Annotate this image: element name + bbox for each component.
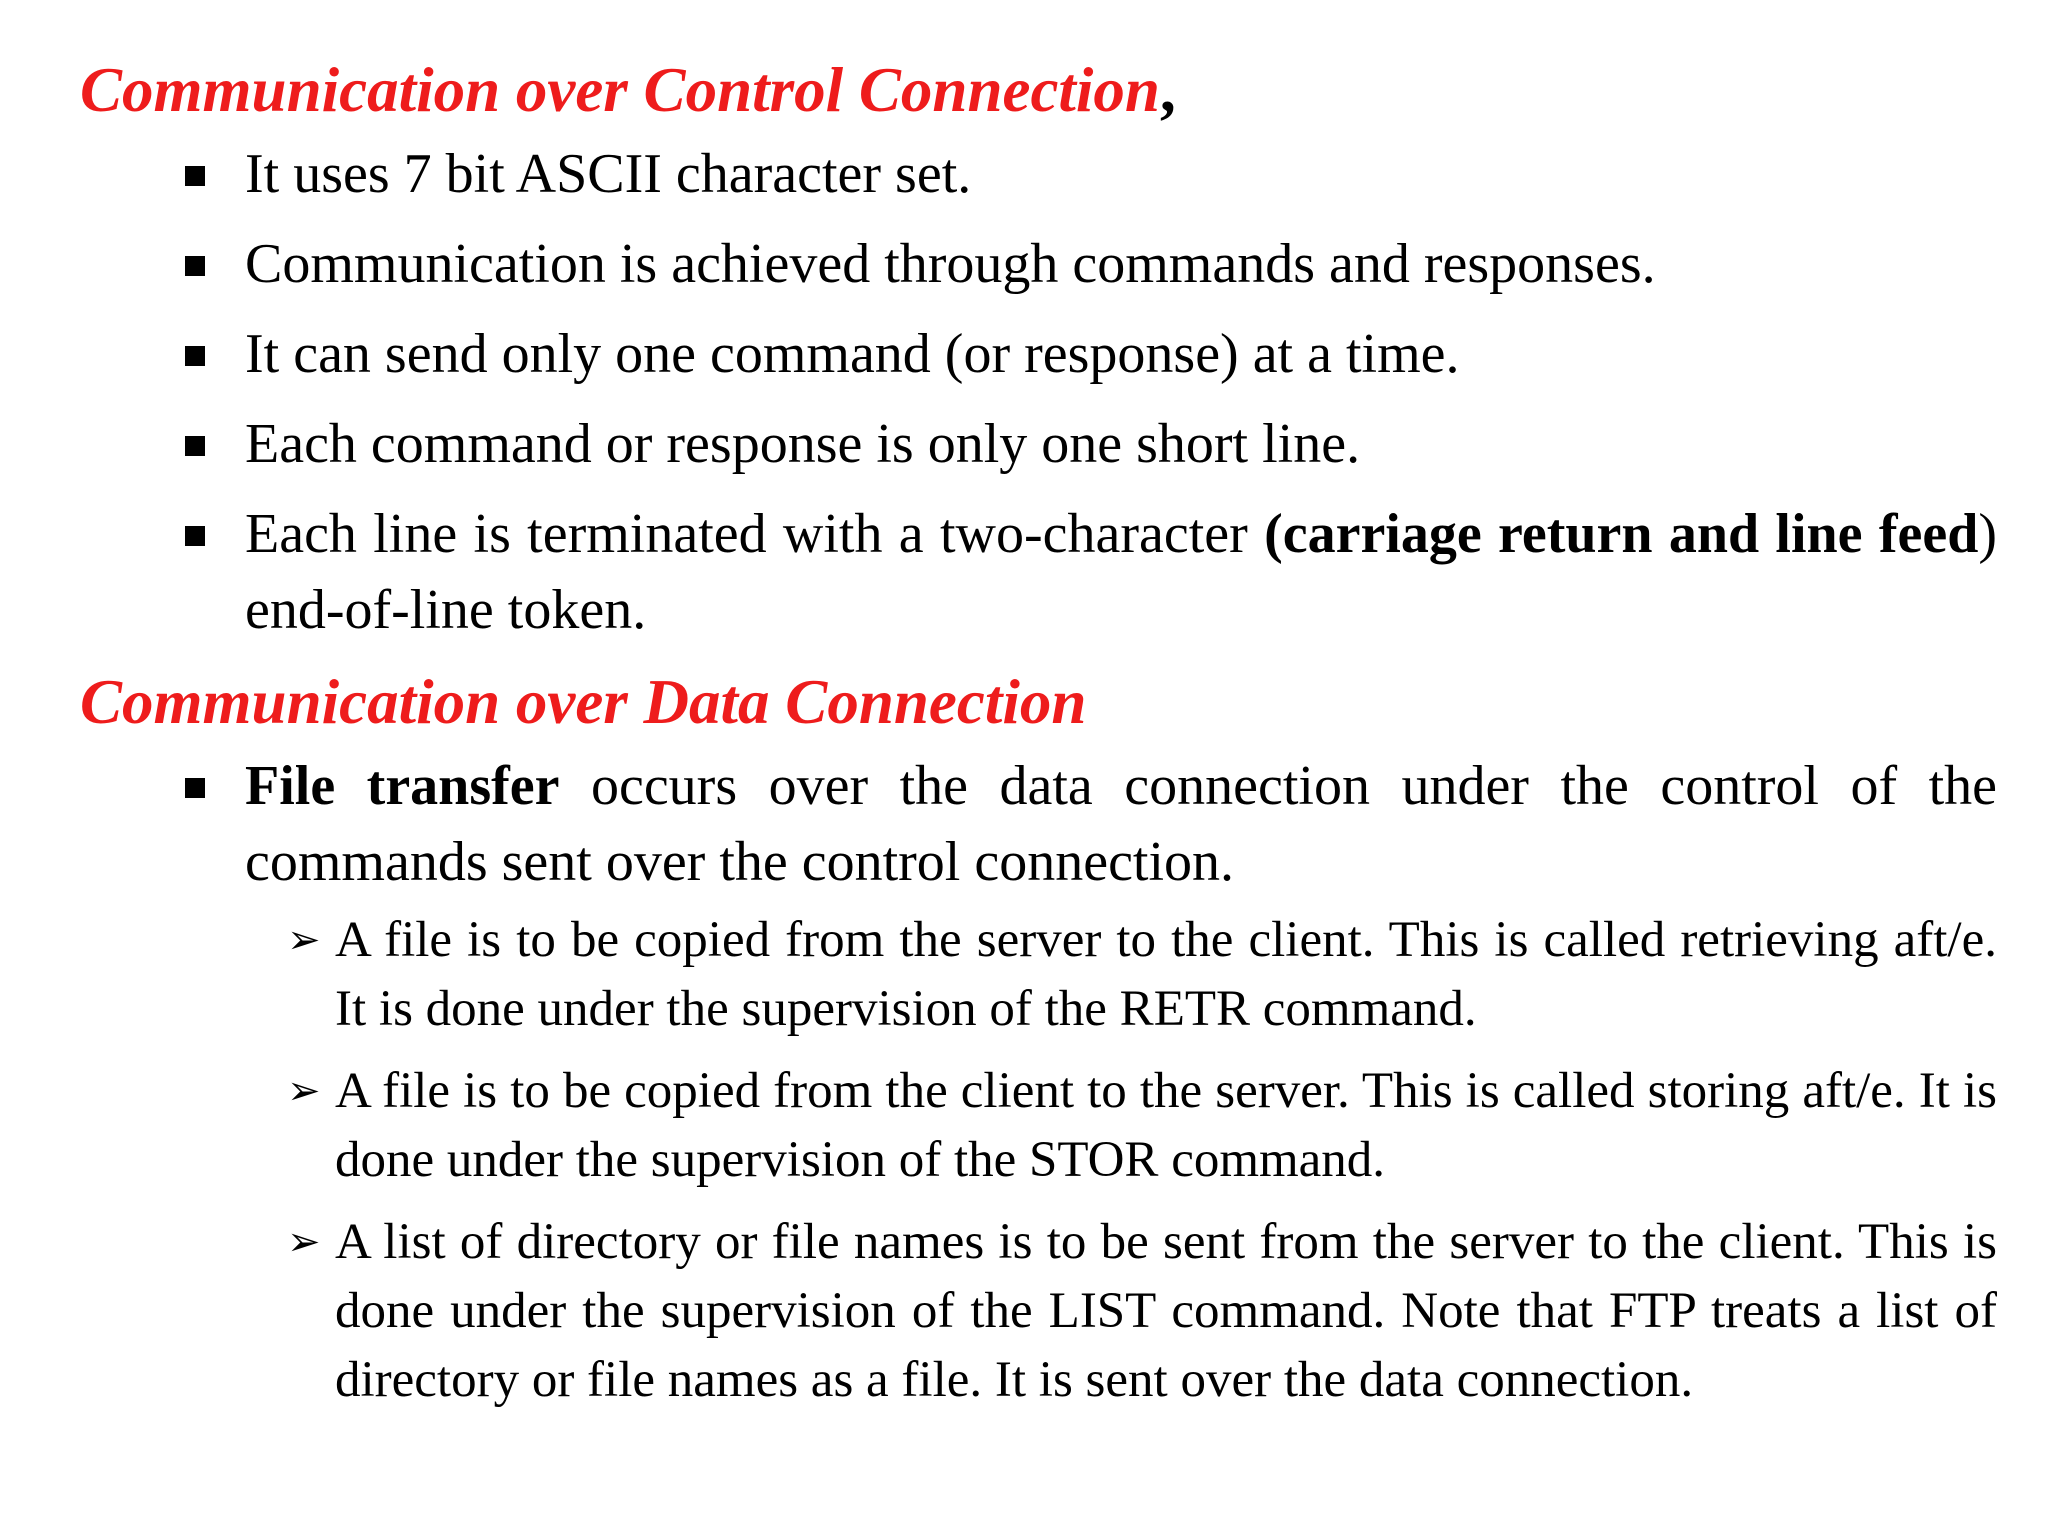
arrow-bullet-icon: ➢: [287, 1219, 321, 1265]
list-item: [245, 226, 1997, 302]
file-transfer-subpoints: [245, 906, 1997, 1415]
data-connection-list: [80, 748, 1997, 1415]
control-connection-heading: [80, 50, 1997, 130]
list-item: [245, 406, 1997, 482]
list-item-text: occurs over the data connection under the control of the commands sent over the control connection.: [245, 755, 1998, 893]
list-item: [245, 316, 1997, 392]
arrow-bullet-icon: ➢: [287, 917, 321, 963]
control-connection-heading-text: Communication over Control Connection: [80, 55, 1160, 125]
list-item-emphasis: File transfer: [245, 755, 560, 817]
data-connection-heading: Communication over Data Connection: [80, 667, 1087, 737]
sub-list-item-text: A file is to be copied from the server to the client. This is called retrieving aft/e. It is done under the supervision of the RETR command.: [335, 912, 1997, 1037]
arrow-bullet-icon: ➢: [287, 1068, 321, 1114]
square-bullet-icon: [185, 256, 205, 276]
heading-comma: ,: [1159, 55, 1176, 125]
list-item-text: It can send only one command (or response) at a time.: [245, 323, 1460, 385]
list-item-text-end: ) end-of-line token.: [245, 503, 1998, 641]
square-bullet-icon: [185, 346, 205, 366]
list-item-text: Communication is achieved through commands and responses.: [245, 233, 1656, 295]
list-item-text: It uses 7 bit ASCII character set.: [245, 143, 972, 205]
control-connection-list: [80, 136, 1997, 648]
sub-list-item: [287, 906, 1997, 1044]
list-item-text-start: Each line is terminated with a two-character: [245, 503, 1265, 565]
list-item-text: Each command or response is only one short line.: [245, 413, 1361, 475]
list-item-emphasis: (carriage return and line feed: [1264, 503, 1979, 565]
list-item: [245, 496, 1997, 648]
sub-list-item: [287, 1208, 1997, 1415]
square-bullet-icon: [185, 166, 205, 186]
sub-list-item-text: A list of directory or file names is to be sent from the server to the client. This is done under the supervision of the LIST command. Note that FTP treats a list of directory or file names as a file. It is sent over the data connection.: [335, 1214, 1997, 1408]
square-bullet-icon: [185, 436, 205, 456]
sub-list-item: [287, 1057, 1997, 1195]
list-item: [245, 748, 1997, 1415]
square-bullet-icon: [185, 526, 205, 546]
sub-list-item-text: A file is to be copied from the client to the server. This is called storing aft/e. It is done under the supervision of the STOR command.: [335, 1063, 1997, 1188]
list-item: [245, 136, 1997, 212]
square-bullet-icon: [185, 778, 205, 798]
